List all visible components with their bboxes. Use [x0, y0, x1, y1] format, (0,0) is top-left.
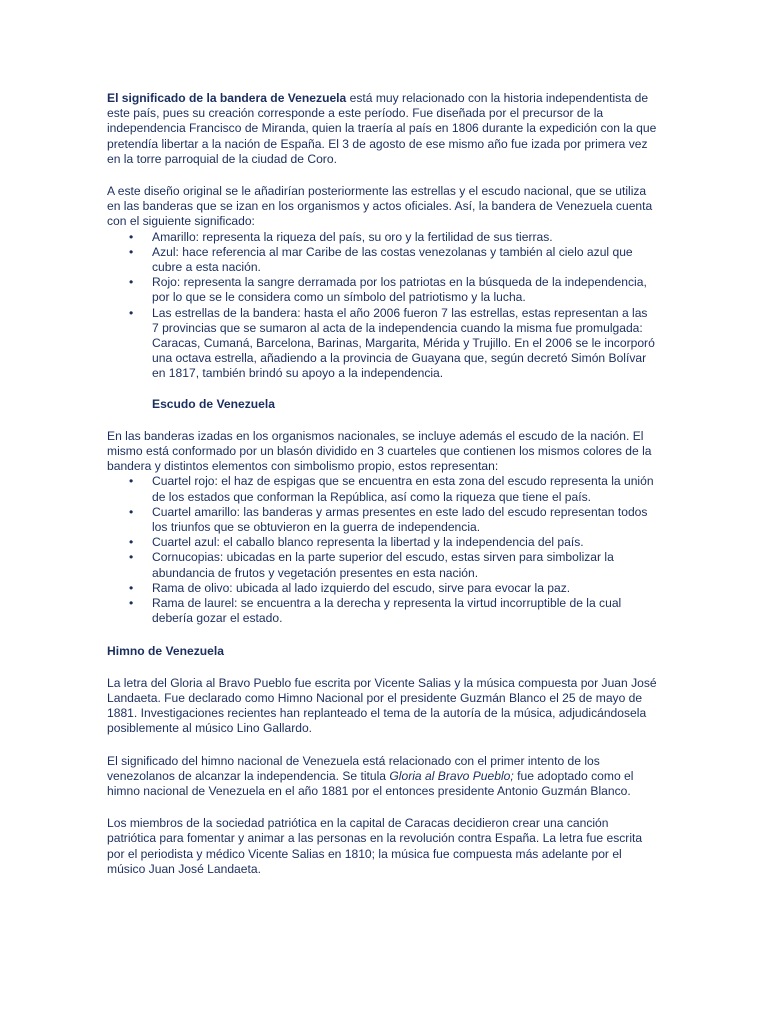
escudo-intro: En las banderas izadas en los organismos nacionales, se incluye además el escudo de la nación. El mismo está conformado por un blasón dividido en 3 cuarteles que contienen los mismos colores de la bandera y distintos elementos con simbolismo propio, estos representan:	[107, 428, 652, 474]
flag-meaning-list	[107, 230, 657, 382]
escudo-list	[107, 474, 657, 626]
anthem-title: Gloria al Bravo Pueblo;	[389, 768, 514, 783]
list-item: • Amarillo: representa la riqueza del país, su oro y la fertilidad de sus tierras.	[129, 229, 553, 244]
list-item: • Rama de olivo: ubicada al lado izquierdo del escudo, sirve para evocar la paz.	[129, 580, 571, 595]
list-item: • Rojo: representa la sangre derramada por los patriotas en la búsqueda de la independencia, por lo que se le considera como un símbolo del patriotismo y la lucha.	[129, 275, 647, 305]
list-item: • Cuartel amarillo: las banderas y armas presentes en este lado del escudo representan todos los triunfos que se obtuvieron en la guerra de independencia.	[129, 504, 648, 535]
bullet-icon: •	[129, 596, 134, 611]
bullet-icon: •	[129, 244, 134, 259]
bullet-icon: •	[129, 229, 134, 244]
list-item: • Cuartel rojo: el haz de espigas que se encuentra en esta zona del escudo representa la unión de los estados que conforman la República, así como la riqueza que tiene el país.	[129, 474, 654, 504]
bullet-icon: •	[129, 305, 134, 320]
himno-paragraph-3: Los miembros de la sociedad patriótica en la capital de Caracas decidieron crear una canción patriótica para fomentar y animar a las personas en la revolución contra España. La letra fue escrita por el periodista y médico Vicente Salias en 1810; la música fue compuesta más adelante por el músico Juan José Landaeta.	[107, 816, 643, 876]
himno-paragraph-1: La letra del Gloria al Bravo Pueblo fue escrita por Vicente Salias y la música compuesta por Juan José Landaeta. Fue declarado como Himno Nacional por el presidente Guzmán Blanco el 25 de mayo de 1881. Investigaciones recientes han replanteado el tema de la autoría de la música, adjudicándosela posiblemente al músico Lino Gallardo.	[107, 675, 657, 736]
bullet-icon: •	[129, 580, 134, 595]
bullet-icon: •	[129, 275, 134, 290]
list-item: • Rama de laurel: se encuentra a la derecha y representa la virtud incorruptible de la cual debería gozar el estado.	[129, 596, 622, 626]
flag-meaning-intro: A este diseño original se le añadirían posteriormente las estrellas y el escudo nacional, que se utiliza en las banderas que se izan en los organismos y actos oficiales. Así, la bandera de Venezuela cuenta con el siguiente significado:	[107, 184, 653, 229]
bullet-icon: •	[129, 550, 134, 565]
list-item: • Azul: hace referencia al mar Caribe de las costas venezolanas y también al cielo azul que cubre a esta nación.	[129, 244, 633, 275]
himno-paragraph-2: El significado del himno nacional de Venezuela está relacionado con el primer intento de los venezolanos de alcanzar la independencia. Se titula Gloria al Bravo Pueblo; fue adoptado como el himno nacional de Venezuela en el año 1881 por el entonces presidente Antonio Guzmán Blanco.	[107, 753, 634, 798]
bullet-icon: •	[129, 504, 134, 519]
himno-heading: Himno de Venezuela	[107, 643, 224, 658]
intro-lead: El significado de la bandera de Venezuela	[107, 91, 347, 105]
list-item: • Las estrellas de la bandera: hasta el año 2006 fueron 7 las estrellas, estas representan a las 7 provincias que se sumaron al acta de la independencia cuando la misma fue promulgada: Caracas, Cumaná, Barcelona, Barinas, Margarita, Mérida y Trujillo. En el 2006 se le incorporó una octava estrella, añadiendo a la provincia de Guayana que, según decretó Simón Bolívar en 1817, también brindó su apoyo a la independencia.	[129, 305, 655, 381]
intro-text: está muy relacionado con la historia independentista de este país, pues su creación corresponde a este período. Fue diseñada por el precursor de la independencia Francisco de Miranda, quien la traería al país en 1806 durante la expedición con la que pretendía libertar a la nación de España. El 3 de agosto de ese mismo año fue izada por primera vez en la torre parroquial de la ciudad de Coro.	[107, 91, 657, 166]
list-item: • Cornucopias: ubicadas en la parte superior del escudo, estas sirven para simbolizar la abundancia de frutos y vegetación presentes en esta nación.	[129, 550, 614, 580]
intro-paragraph	[107, 91, 657, 167]
document-page	[107, 91, 657, 877]
escudo-heading: Escudo de Venezuela	[152, 396, 275, 411]
list-item: • Cuartel azul: el caballo blanco representa la libertad y la independencia del país.	[129, 535, 584, 550]
bullet-icon: •	[129, 535, 134, 550]
bullet-icon: •	[129, 474, 134, 489]
